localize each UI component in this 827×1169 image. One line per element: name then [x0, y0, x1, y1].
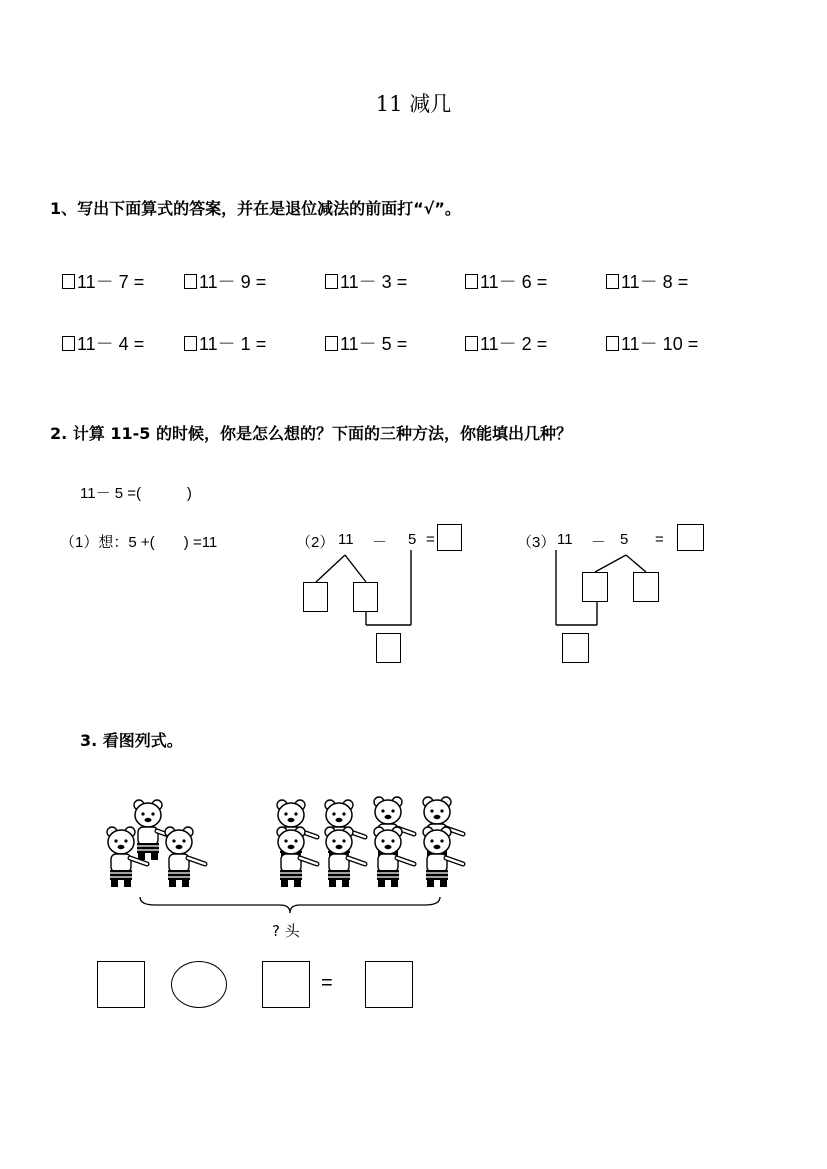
method-3-result-box[interactable] — [562, 633, 589, 663]
method-3-subtrahend: 5 — [620, 531, 629, 548]
method-3-minuend: 11 — [557, 531, 573, 548]
method-2-result-box[interactable] — [376, 633, 401, 663]
checkbox[interactable] — [62, 274, 75, 289]
method-3-diagram — [540, 545, 680, 670]
bear-cub — [374, 827, 414, 887]
q1-item: 11－ 7 = — [62, 268, 144, 294]
method-3-answer-box[interactable] — [677, 524, 704, 551]
question-2-text: 2. 计算 11-5 的时候，你是怎么想的？下面的三种方法，你能填出几种？ — [50, 424, 572, 443]
q1-item: 11－ 10 = — [606, 330, 698, 356]
method-2-split-box-left[interactable] — [303, 582, 328, 612]
q3-answer-box-3[interactable] — [365, 961, 413, 1008]
method-2-split-box-right[interactable] — [353, 582, 378, 612]
checkbox[interactable] — [606, 336, 619, 351]
method-2-minuend: 11 — [338, 531, 354, 548]
q1-item: 11－ 3 = — [325, 268, 407, 294]
page-title: 11 减几 — [375, 92, 452, 116]
checkbox[interactable] — [325, 336, 338, 351]
q3-answer-box-1[interactable] — [97, 961, 145, 1008]
main-equation: 11－ 5 =( ) — [80, 485, 192, 502]
question-1-text: 1、写出下面算式的答案，并在是退位减法的前面打“√”。 — [50, 199, 461, 218]
bear-cub — [165, 827, 205, 887]
method-1: （1）想：5 +( ) =11 — [60, 534, 218, 551]
q1-item: 11－ 6 = — [465, 268, 547, 294]
grouping-brace — [140, 897, 440, 913]
q1-item: 11－ 1 = — [184, 330, 266, 356]
checkbox[interactable] — [465, 274, 478, 289]
method-3-operator: － — [591, 534, 607, 551]
q1-item: 11－ 2 = — [465, 330, 547, 356]
method-2-label: （2） — [296, 534, 335, 551]
q1-item: 11－ 5 = — [325, 330, 407, 356]
q1-item: 11－ 8 = — [606, 268, 688, 294]
q1-item: 11－ 4 = — [62, 330, 144, 356]
checkbox[interactable] — [62, 336, 75, 351]
q3-equals-sign: = — [321, 972, 333, 994]
checkbox[interactable] — [606, 274, 619, 289]
q1-row-2 — [0, 330, 827, 360]
method-3-label: （3） — [517, 534, 556, 551]
checkbox[interactable] — [465, 336, 478, 351]
method-2-subtrahend: 5 — [408, 531, 417, 548]
method-3-split-box-right[interactable] — [633, 572, 659, 602]
method-2-equals: = — [426, 531, 435, 548]
checkbox[interactable] — [184, 274, 197, 289]
q1-item: 11－ 9 = — [184, 268, 266, 294]
question-3-text: 3. 看图列式。 — [80, 731, 183, 750]
bear-cub — [423, 827, 463, 887]
brace-label: ? 头 — [272, 922, 300, 940]
checkbox[interactable] — [184, 336, 197, 351]
method-3-equals: = — [655, 531, 664, 548]
checkbox[interactable] — [325, 274, 338, 289]
q3-operator-circle[interactable] — [171, 961, 227, 1008]
method-3-split-box-left[interactable] — [582, 572, 608, 602]
q1-row-1 — [0, 268, 827, 298]
method-2-operator: － — [372, 534, 388, 551]
q3-answer-box-2[interactable] — [262, 961, 310, 1008]
